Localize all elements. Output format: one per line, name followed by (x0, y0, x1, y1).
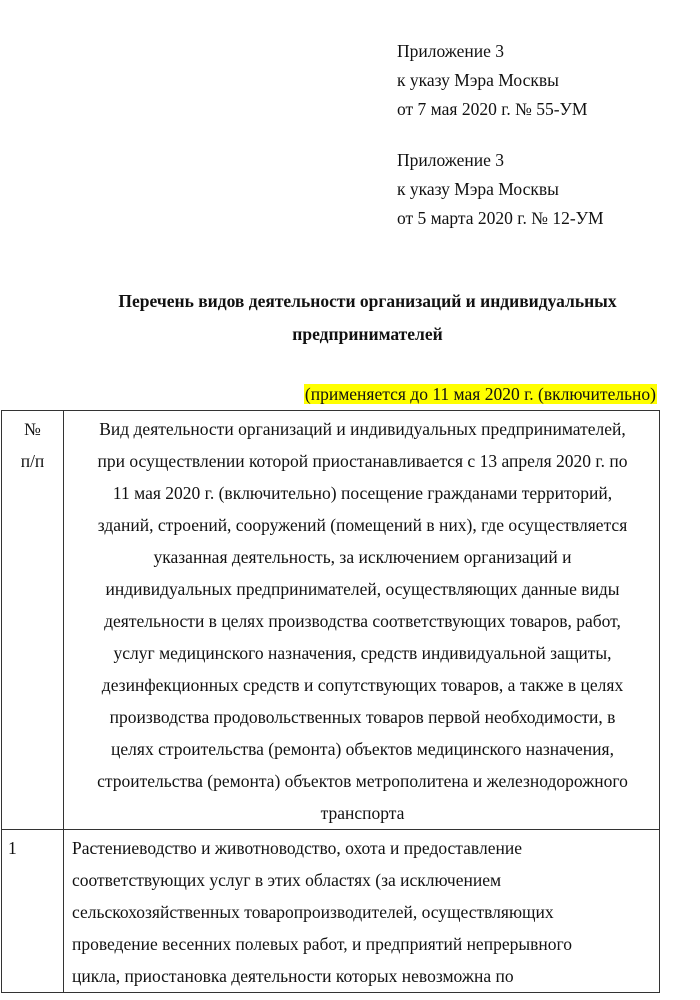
validity-note (304, 382, 657, 406)
row-desc-line: цикла, приостановка деятельности которых невозможна по (72, 966, 514, 986)
annex-reference-original (397, 146, 604, 233)
header-desc-line: зданий, строений, сооружений (помещений в них), где осуществляется (97, 515, 628, 535)
header-description-cell (64, 411, 660, 830)
header-desc-line: Вид деятельности организаций и индивидуальных предпринимателей, (99, 419, 626, 439)
header-desc-line: транспорта (320, 803, 405, 823)
row-desc-line: соответствующих услуг в этих областях (за исключением (72, 870, 502, 890)
header-desc-line: услуг медицинского назначения, средств индивидуальной защиты, (113, 643, 612, 663)
activity-table (1, 410, 660, 993)
row-desc-line: Растениеводство и животноводство, охота и предоставление (72, 838, 522, 858)
annex-line: к указу Мэра Москвы (397, 179, 559, 199)
row-description-cell (64, 830, 660, 993)
header-number-line: № (24, 419, 41, 439)
title-line: Перечень видов деятельности организаций и индивидуальных (118, 291, 617, 311)
header-desc-line: строительства (ремонта) объектов метрополитена и железнодорожного (97, 771, 628, 791)
header-desc-line: производства продовольственных товаров первой необходимости, в (109, 707, 616, 727)
title-line: предпринимателей (292, 324, 443, 344)
annex-reference-current (397, 37, 588, 124)
row-number-cell: 1 (2, 830, 64, 993)
table-row (2, 830, 660, 993)
annex-line: от 7 мая 2020 г. № 55-УМ (397, 99, 588, 119)
row-desc-line: проведение весенних полевых работ, и предприятий непрерывного (72, 934, 572, 954)
row-desc-line: сельскохозяйственных товаропроизводителей, осуществляющих (72, 902, 554, 922)
table-header-row (2, 411, 660, 830)
header-desc-line: деятельности в целях производства соответствующих товаров, работ, (104, 611, 621, 631)
header-desc-line: целях строительства (ремонта) объектов медицинского назначения, (111, 739, 614, 759)
header-desc-line: дезинфекционных средств и сопутствующих товаров, а также в целях (101, 675, 624, 695)
header-desc-line: индивидуальных предпринимателей, осуществляющих данные виды (105, 579, 620, 599)
header-desc-line: 11 мая 2020 г. (включительно) посещение гражданами территорий, (112, 483, 613, 503)
header-number-line: п/п (20, 451, 45, 471)
header-desc-line: указанная деятельность, за исключением организаций и (153, 547, 572, 567)
document-title (60, 285, 675, 351)
annex-line: Приложение 3 (397, 41, 505, 61)
header-number-cell (2, 411, 64, 830)
validity-note-highlight: (применяется до 11 мая 2020 г. (включительно) (304, 384, 656, 404)
annex-line: к указу Мэра Москвы (397, 70, 559, 90)
annex-line: от 5 марта 2020 г. № 12-УМ (397, 208, 604, 228)
header-desc-line: при осуществлении которой приостанавливается с 13 апреля 2020 г. по (97, 451, 628, 471)
annex-line: Приложение 3 (397, 150, 505, 170)
